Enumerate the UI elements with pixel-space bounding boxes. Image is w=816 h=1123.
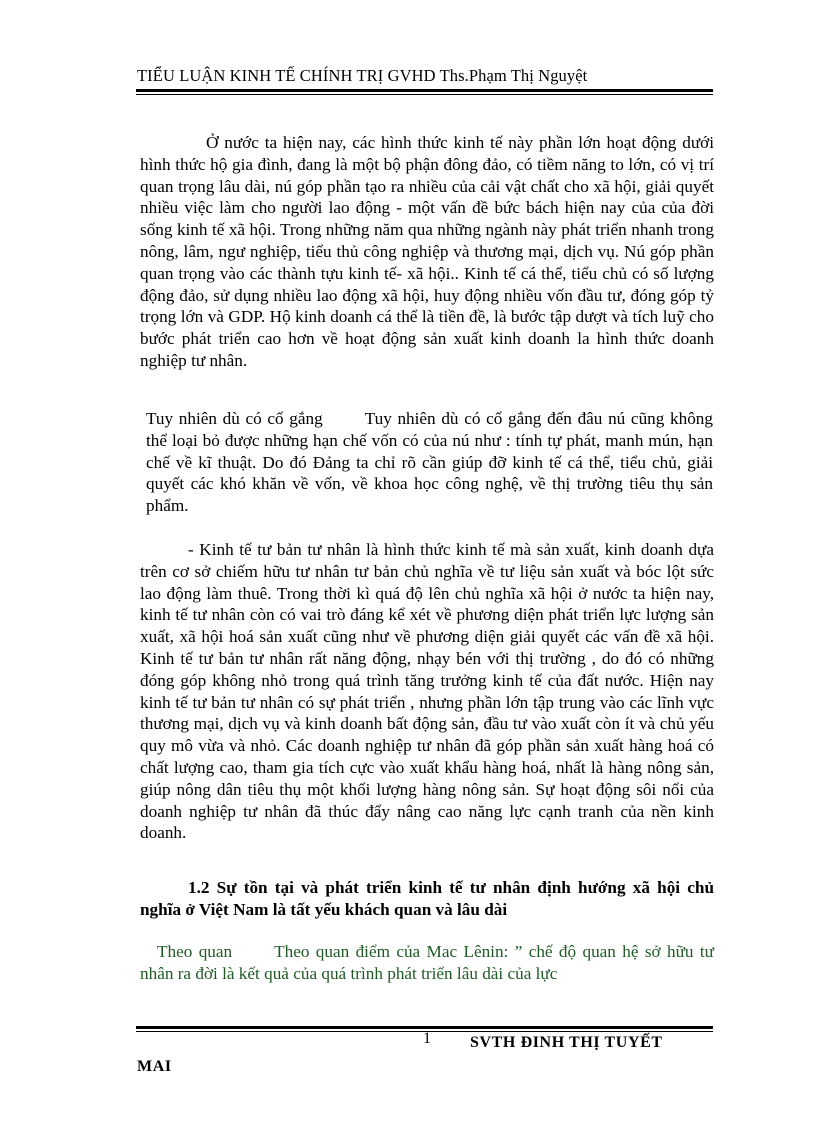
footer-rule-thick bbox=[136, 1026, 713, 1029]
page-number: 1 bbox=[423, 1030, 431, 1047]
header-rule-thin bbox=[136, 94, 713, 95]
paragraph-household-economy: Ở nước ta hiện nay, các hình thức kinh tế này phần lớn hoạt động dưới hình thức hộ gia đình, đang là một bộ phận đông đảo, có tiềm năng to lớn, có vị trí quan trọng lâu dài, nú góp phần tạo ra nhiều của cải vật chất cho xã hội, giải quyết nhiều việc làm cho người lao động - một vấn đề bức bách hiện nay của của đời sống kinh tế xã hội. Trong những năm qua những ngành này phát triển nhanh trong nông, lâm, ngư nghiệp, tiểu thủ công nghiệp và thương mại, dịch vụ. Nú góp phần quan trọng vào các thành tựu kinh tế- xã hội.. Kinh tế cá thể, tiểu chủ có số lượng động đảo, sử dụng nhiều lao động xã hội, huy động nhiều vốn đầu tư, đóng góp tỷ trọng lớn và GDP. Hộ kinh doanh cá thể là tiền đề, là bước tập dượt và tích luỹ cho bước phát triển cao hơn về hoạt động sản xuất kinh doanh la hình thức doanh nghiệp tư nhân. bbox=[140, 133, 714, 370]
header-rule-thick bbox=[136, 89, 713, 92]
paragraph-marxist-view bbox=[140, 941, 714, 985]
paragraph-limitations bbox=[146, 408, 713, 517]
section-heading: 1.2 Sự tồn tại và phát triển kinh tế tư nhân định hướng xã hội chủ nghĩa ở Việt Nam là tất yếu khách quan và lâu dài bbox=[140, 878, 714, 919]
paragraph-marxist-view-body: Theo quan điểm của Mac Lênin: ” chế độ quan hệ sở hữu tư nhân ra đời là kết quả của quá trình phát triển lâu dài của lực bbox=[140, 942, 714, 983]
paragraph-private-capitalism: - Kinh tế tư bản tư nhân là hình thức kinh tế mà sản xuất, kinh doanh dựa trên cơ sở chiếm hữu tư nhân tư bản chủ nghĩa về tư liệu sản xuất và bóc lột sức lao động làm thuê. Trong thời kì quá độ lên chủ nghĩa xã hội ở nước ta hiện nay, kinh tế tư nhân còn có vai trò đáng kể xét về phương diện phát triển lực lượng sản xuất, xã hội hoá sản xuất cũng như về phương diện giải quyết các vấn đề xã hội. Kinh tế tư bản tư nhân rất năng động, nhạy bén với thị trường , do đó có những đóng góp không nhỏ trong quá trình tăng trưởng kinh tế của đất nước. Hiện nay kinh tế tư bản tư nhân có sự phát triển , nhưng phần lớn tập trung vào các lĩnh vực thương mại, dịch vụ và kinh doanh bất động sản, đầu tư vào xuất còn ít và chủ yếu quy mô vừa và nhỏ. Các doanh nghiệp tư nhân đã góp phần sản xuất hàng hoá có chất lượng cao, tham gia tích cực vào xuất khẩu hàng hoá, nhất là hàng nông sản, giúp nông dân tiêu thụ một khối lượng hàng nông sản. Sự hoạt động sôi nổi của doanh nghiệp tư nhân đã thúc đẩy nâng cao năng lực cạnh tranh của nền kinh doanh. bbox=[140, 540, 714, 843]
header-title: TIỂU LUẬN KINH TẾ CHÍNH TRỊ GVHD Ths.Phạm Thị Nguyệt bbox=[137, 66, 588, 85]
paragraph-limitations-lead: Tuy nhiên dù có cố gắng bbox=[146, 409, 323, 428]
footer-author: SVTH ĐINH THỊ TUYẾT bbox=[470, 1034, 663, 1051]
paragraph-limitations-body: Tuy nhiên dù có cố gắng đến đâu nú cũng không thể loại bỏ được những hạn chế vốn có của nú như : tính tự phát, manh mún, hạn chế về kĩ thuật. Do đó Đảng ta chỉ rõ cần giúp đỡ kinh tế cá thể, tiểu chủ, giải quyết các khó khăn về vốn, về khoa học công nghệ, về thị trường tiêu thụ sản phẩm. bbox=[146, 409, 713, 516]
footer-author-continued: MAI bbox=[137, 1058, 172, 1075]
paragraph-marxist-view-lead: Theo quan bbox=[157, 942, 233, 961]
